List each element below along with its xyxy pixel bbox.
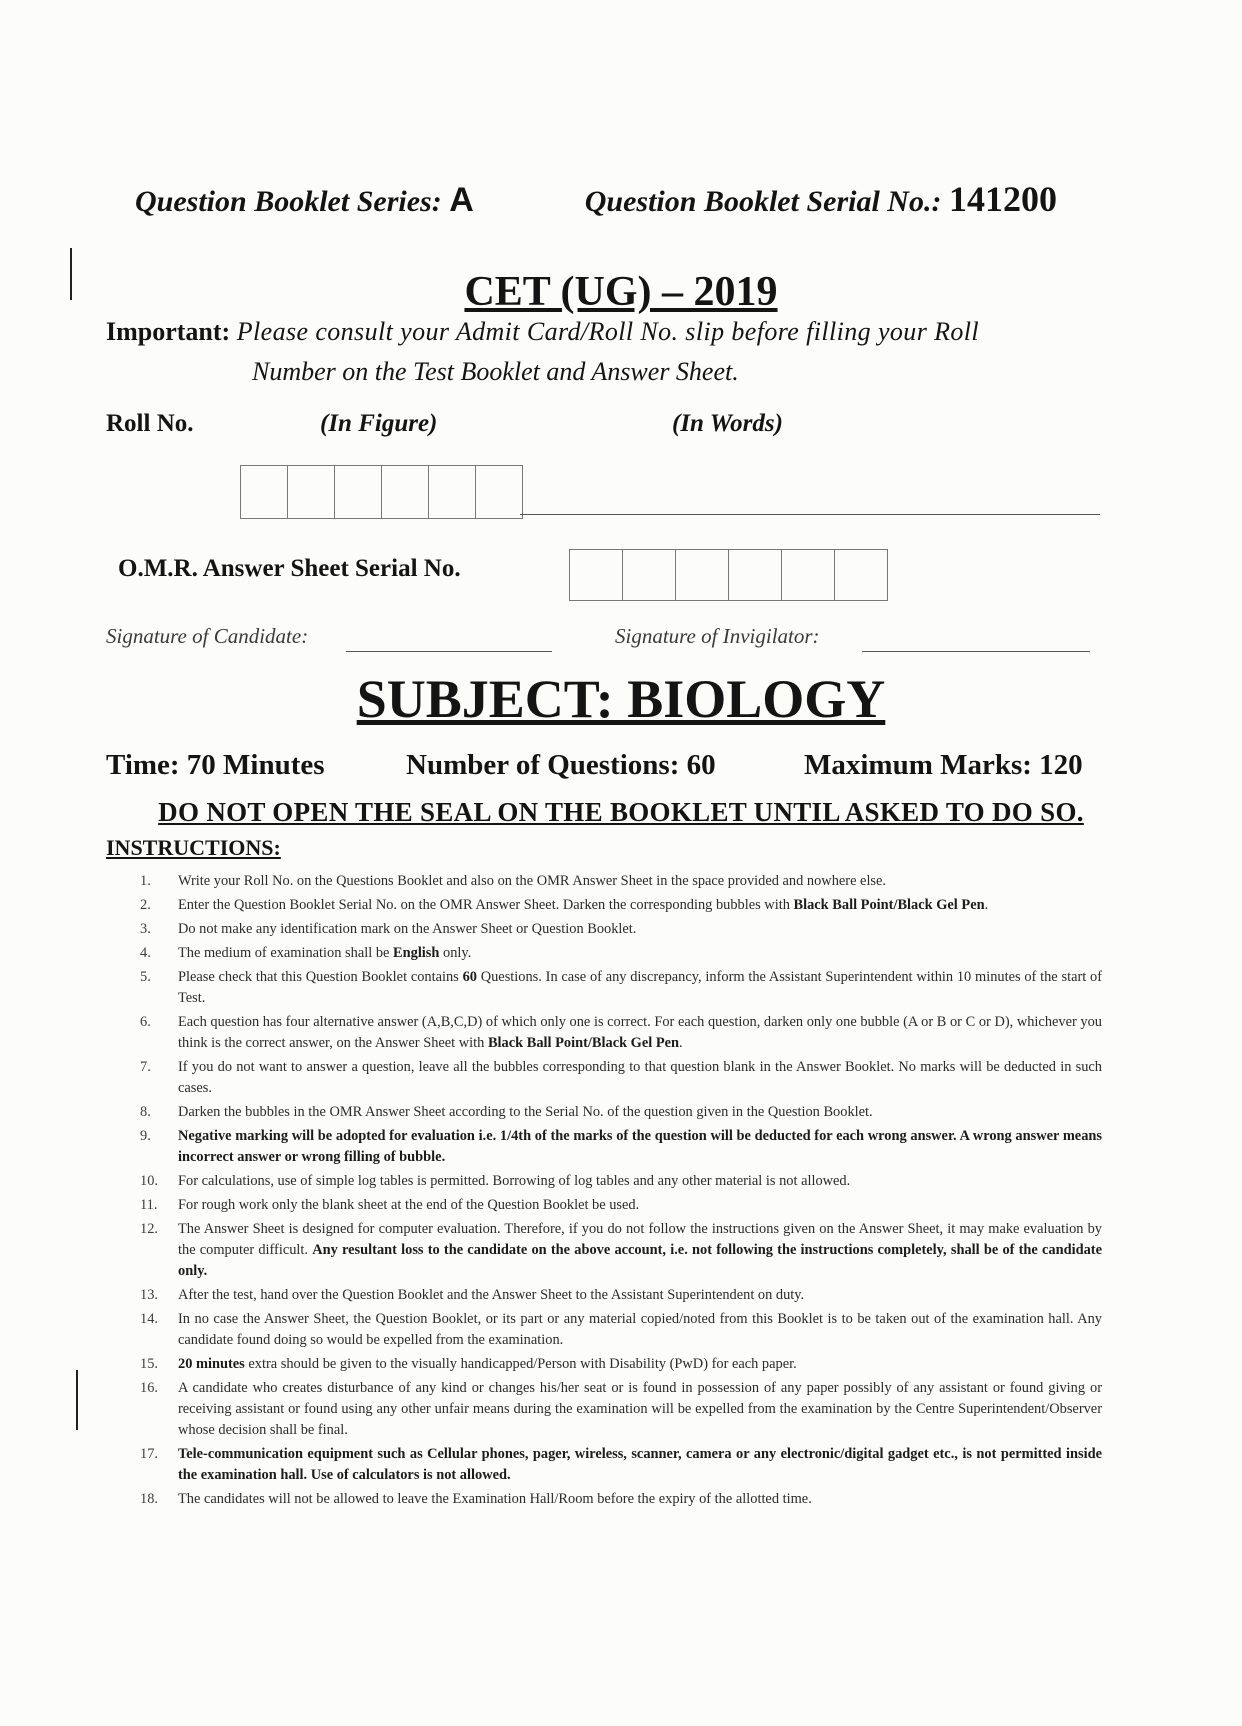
instruction-number: 13. [140, 1287, 158, 1303]
instruction-text [178, 1195, 1102, 1216]
instruction-plain-text: In no case the Answer Sheet, the Question Booklet, or its part or any material copied/noted from this Booklet is to be taken out of the examination hall. Any candidate found doing so would be expelled from the examination. [178, 1311, 1102, 1348]
instruction-number: 3. [140, 921, 151, 937]
important-note [106, 312, 1106, 392]
instruction-text [178, 895, 1102, 916]
roll-label: Roll No. [106, 410, 194, 437]
instruction-plain-text: Do not make any identification mark on the Answer Sheet or Question Booklet. [178, 921, 637, 937]
instruction-number: 15. [140, 1356, 158, 1372]
instruction-item [140, 967, 1102, 1009]
instruction-item [140, 1012, 1102, 1054]
omr-digit-box[interactable] [782, 550, 835, 600]
instruction-trailing-text: Questions. In case of any discrepancy, inform the Assistant Superintendent within 10 minutes of the start of Test. [178, 969, 1102, 1006]
instruction-plain-text: For calculations, use of simple log tables is permitted. Borrowing of log tables and any other material is not allowed. [178, 1173, 851, 1189]
instruction-text [178, 1285, 1102, 1306]
serial-label: Question Booklet Serial No.: [584, 185, 942, 218]
omr-digit-box[interactable] [570, 550, 623, 600]
roll-in-figure-label: (In Figure) [320, 410, 438, 437]
instruction-text [178, 1378, 1102, 1441]
scan-mark-bottom [76, 1370, 78, 1430]
instruction-plain-text: The candidates will not be allowed to leave the Examination Hall/Room before the expiry of the allotted time. [178, 1491, 812, 1507]
instruction-number: 5. [140, 969, 151, 985]
instruction-item [140, 1285, 1102, 1306]
roll-digit-box[interactable] [241, 466, 288, 518]
series-label: Question Booklet Series: [135, 185, 442, 218]
instruction-trailing-text: only. [439, 945, 472, 961]
instruction-text [178, 1171, 1102, 1192]
seal-warning: DO NOT OPEN THE SEAL ON THE BOOKLET UNTIL ASKED TO DO SO. [158, 797, 1084, 827]
omr-serial-boxes[interactable] [569, 549, 888, 601]
series-value: A [449, 181, 474, 219]
omr-digit-box[interactable] [729, 550, 782, 600]
roll-digit-box[interactable] [335, 466, 382, 518]
instruction-text [178, 1126, 1102, 1168]
instruction-text [178, 1309, 1102, 1351]
instructions-list [140, 871, 1102, 1513]
instruction-plain-text: Darken the bubbles in the OMR Answer Sheet according to the Serial No. of the question given in the Question Booklet. [178, 1104, 873, 1120]
instruction-number: 14. [140, 1311, 158, 1327]
instruction-text [178, 871, 1102, 892]
important-label: Important: [106, 317, 231, 346]
instruction-number: 6. [140, 1014, 151, 1030]
instruction-item [140, 1309, 1102, 1351]
instruction-trailing-text: extra should be given to the visually handicapped/Person with Disability (PwD) for each paper. [244, 1356, 797, 1372]
invigilator-signature-label: Signature of Invigilator: [615, 624, 820, 648]
instruction-item [140, 1378, 1102, 1441]
instruction-number: 4. [140, 945, 151, 961]
important-line1: Please consult your Admit Card/Roll No. slip before filling your Roll [236, 317, 980, 346]
instruction-plain-text: Please check that this Question Booklet contains [178, 969, 463, 985]
instruction-text [178, 967, 1102, 1009]
instruction-number: 8. [140, 1104, 151, 1120]
instruction-number: 2. [140, 897, 151, 913]
important-line2: Number on the Test Booklet and Answer Sheet. [252, 357, 739, 386]
instruction-item [140, 871, 1102, 892]
invigilator-signature-line[interactable] [862, 651, 1090, 652]
questions-info: Number of Questions: 60 [406, 749, 716, 781]
instruction-item [140, 943, 1102, 964]
booklet-series-line [135, 178, 1135, 228]
omr-serial-label: O.M.R. Answer Sheet Serial No. [118, 555, 461, 582]
roll-number-boxes[interactable] [240, 465, 523, 519]
instruction-bold-text: Negative marking will be adopted for evaluation i.e. 1/4th of the marks of the question will be deducted for each wrong answer. A wrong answer means incorrect answer or wrong filling of bubble. [178, 1128, 1102, 1165]
serial-value: 141200 [948, 179, 1057, 219]
subject-title: SUBJECT: BIOLOGY [356, 669, 886, 729]
instruction-plain-text: Each question has four alternative answer (A,B,C,D) of which only one is correct. For each question, darken only one bubble (A or B or C or D), whichever you think is the correct answer, on the Answer Sheet with [178, 1014, 1102, 1051]
instruction-text [178, 1444, 1102, 1486]
instruction-bold-text: Black Ball Point/Black Gel Pen [793, 897, 985, 913]
instruction-item [140, 1171, 1102, 1192]
instruction-item [140, 1195, 1102, 1216]
instruction-text [178, 919, 1102, 940]
instruction-item [140, 1219, 1102, 1282]
instruction-item [140, 895, 1102, 916]
instruction-bold-text: Black Ball Point/Black Gel Pen [487, 1035, 680, 1051]
instruction-bold-text: 60 [462, 969, 477, 985]
roll-digit-box[interactable] [382, 466, 429, 518]
instruction-text [178, 1489, 1102, 1510]
instruction-bold-text: Any resultant loss to the candidate on the above account, i.e. not following the instructions completely, shall be of the candidate only. [178, 1242, 1102, 1279]
instruction-item [140, 1489, 1102, 1510]
instruction-text [178, 1102, 1102, 1123]
instruction-item [140, 1057, 1102, 1099]
roll-in-words-line[interactable] [520, 514, 1100, 515]
instruction-trailing-text: . [679, 1035, 683, 1051]
instruction-plain-text: If you do not want to answer a question, leave all the bubbles corresponding to that question blank in the Answer Booklet. No marks will be deducted in such cases. [178, 1059, 1102, 1096]
instruction-item [140, 1102, 1102, 1123]
instruction-plain-text: Write your Roll No. on the Questions Booklet and also on the OMR Answer Sheet in the space provided and nowhere else. [178, 873, 887, 889]
instruction-plain-text: After the test, hand over the Question Booklet and the Answer Sheet to the Assistant Superintendent on duty. [178, 1287, 805, 1303]
instruction-number: 7. [140, 1059, 151, 1075]
instruction-plain-text: The Answer Sheet is designed for computer evaluation. Therefore, if you do not follow the instructions given on the Answer Sheet, it may make evaluation by the computer difficult. [178, 1221, 1102, 1258]
candidate-signature-line[interactable] [346, 651, 552, 652]
instruction-number: 16. [140, 1380, 158, 1396]
instructions-heading: INSTRUCTIONS: [106, 835, 281, 860]
exam-title: CET (UG) – 2019 [464, 269, 778, 315]
omr-digit-box[interactable] [676, 550, 729, 600]
roll-digit-box[interactable] [476, 466, 522, 518]
instruction-plain-text: A candidate who creates disturbance of any kind or changes his/her seat or is found in possession of any paper possibly of any assistant or found giving or receiving assistant or found using any other unfair means during the examination will be expelled from the examination by the Centre Superintendent/Observer whose decision shall be final. [178, 1380, 1102, 1438]
marks-info: Maximum Marks: 120 [804, 749, 1083, 781]
instruction-item [140, 1444, 1102, 1486]
omr-digit-box[interactable] [835, 550, 887, 600]
time-info: Time: 70 Minutes [106, 749, 325, 781]
candidate-signature-label: Signature of Candidate: [106, 624, 309, 648]
instruction-number: 9. [140, 1128, 151, 1144]
instruction-number: 17. [140, 1446, 158, 1462]
instruction-text [178, 1012, 1102, 1054]
instruction-text [178, 1057, 1102, 1099]
instruction-number: 12. [140, 1221, 158, 1237]
instruction-bold-text: 20 minutes [178, 1356, 245, 1372]
instruction-item [140, 919, 1102, 940]
roll-in-words-label: (In Words) [672, 410, 783, 437]
instruction-plain-text: The medium of examination shall be [178, 945, 394, 961]
instruction-text [178, 1219, 1102, 1282]
instruction-text [178, 943, 1102, 964]
instruction-item [140, 1354, 1102, 1375]
instruction-number: 1. [140, 873, 151, 889]
omr-digit-box[interactable] [623, 550, 676, 600]
instruction-plain-text: Enter the Question Booklet Serial No. on the OMR Answer Sheet. Darken the corresponding bubbles with [178, 897, 794, 913]
instruction-number: 18. [140, 1491, 158, 1507]
instruction-number: 11. [140, 1197, 158, 1213]
instruction-bold-text: English [393, 945, 440, 961]
instruction-trailing-text: . [984, 897, 989, 913]
instruction-number: 10. [140, 1173, 158, 1189]
roll-digit-box[interactable] [429, 466, 476, 518]
instruction-text [178, 1354, 1102, 1375]
instruction-plain-text: For rough work only the blank sheet at the end of the Question Booklet be used. [178, 1197, 640, 1213]
roll-digit-box[interactable] [288, 466, 335, 518]
instruction-item [140, 1126, 1102, 1168]
instruction-bold-text: Tele-communication equipment such as Cellular phones, pager, wireless, scanner, camera or any electronic/digital gadget etc., is not permitted inside the examination hall. Use of calculators is not allowed. [178, 1446, 1102, 1483]
